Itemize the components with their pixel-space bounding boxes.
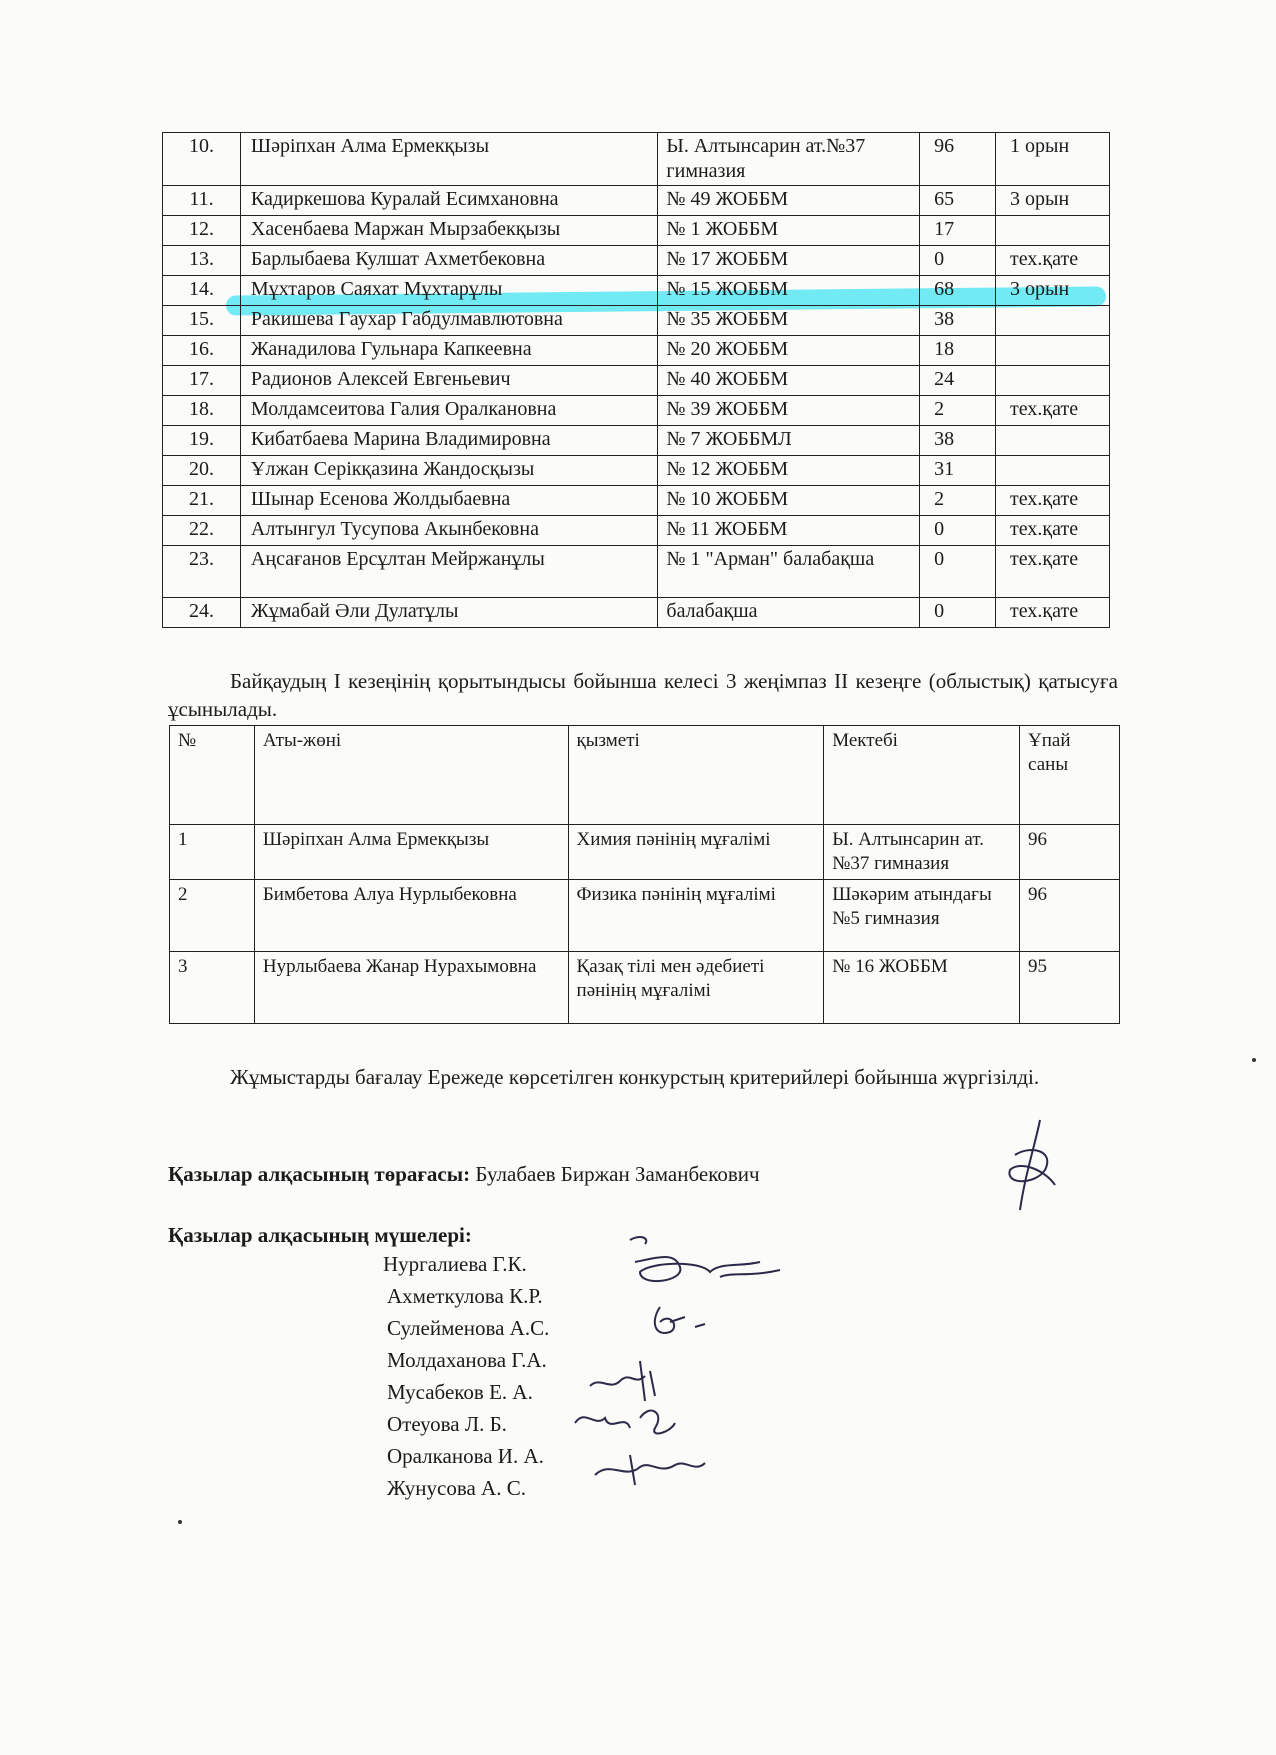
winner-name: Нурлыбаева Жанар Нурахымовна (254, 952, 568, 1024)
note: тех.қате (996, 396, 1110, 426)
school-name: балабақша (658, 598, 920, 628)
row-number: 23. (163, 546, 241, 598)
row-number: 24. (163, 598, 241, 628)
winner-position: Қазақ тілі мен әдебиеті пәнінің мұғалімі (568, 952, 824, 1024)
results-row (163, 133, 1110, 186)
results-row (163, 216, 1110, 246)
results-row (163, 336, 1110, 366)
row-number: 12. (163, 216, 241, 246)
participant-name: Жұмабай Әли Дулатұлы (240, 598, 657, 628)
header-score: Ұпай саны (1020, 726, 1120, 825)
row-number: 21. (163, 486, 241, 516)
score: 0 (920, 546, 996, 598)
note: тех.қате (996, 546, 1110, 598)
row-number: 22. (163, 516, 241, 546)
school-name: № 1 "Арман" балабақша (658, 546, 920, 598)
row-number: 14. (163, 276, 241, 306)
results-table-body (163, 133, 1110, 628)
score: 17 (920, 216, 996, 246)
participant-name: Жанадилова Гульнара Капкеевна (240, 336, 657, 366)
note (996, 426, 1110, 456)
score: 2 (920, 396, 996, 426)
results-row (163, 426, 1110, 456)
header-position: қызметі (568, 726, 824, 825)
results-row (163, 276, 1110, 306)
row-number: 15. (163, 306, 241, 336)
school-name: № 39 ЖОББМ (658, 396, 920, 426)
participant-name: Радионов Алексей Евгеньевич (240, 366, 657, 396)
note: 3 орын (996, 276, 1110, 306)
participant-name: Кадиркешова Куралай Есимхановна (240, 186, 657, 216)
note: тех.қате (996, 246, 1110, 276)
member-name: Оралканова И. А. (387, 1444, 544, 1468)
row-number: 17. (163, 366, 241, 396)
score: 18 (920, 336, 996, 366)
chair-name: Булабаев Биржан Заманбекович (475, 1162, 760, 1186)
winner-number: 3 (170, 952, 255, 1024)
member-signature-4 (570, 1398, 680, 1448)
score: 0 (920, 246, 996, 276)
winner-position: Химия пәнінің мұғалімі (568, 825, 824, 880)
score: 24 (920, 366, 996, 396)
school-name: № 1 ЖОББМ (658, 216, 920, 246)
score: 0 (920, 598, 996, 628)
winner-number: 1 (170, 825, 255, 880)
school-name: № 40 ЖОББМ (658, 366, 920, 396)
summary-paragraph: Байқаудың І кезеңінің қорытындысы бойынша келесі 3 жеңімпаз ІІ кезеңге (облыстық) қатысуға ұсынылады. (168, 669, 1118, 721)
winner-number: 2 (170, 880, 255, 952)
note: 3 орын (996, 186, 1110, 216)
member-name: Отеуова Л. Б. (387, 1412, 507, 1436)
member-name: Ахметкулова К.Р. (387, 1284, 543, 1308)
member-signature-1 (620, 1232, 790, 1292)
school-name: № 49 ЖОББМ (658, 186, 920, 216)
chair-label: Қазылар алқасының төрағасы: (168, 1162, 471, 1186)
row-number: 11. (163, 186, 241, 216)
winners-row (170, 880, 1120, 952)
score: 0 (920, 516, 996, 546)
winners-header-row (170, 726, 1120, 825)
member-name: Сулейменова А.С. (387, 1316, 550, 1340)
score: 68 (920, 276, 996, 306)
row-number: 18. (163, 396, 241, 426)
winner-score: 96 (1020, 880, 1120, 952)
school-name: № 10 ЖОББМ (658, 486, 920, 516)
member-name: Жунусова А. С. (387, 1476, 526, 1500)
chair-signature (985, 1115, 1075, 1215)
winner-score: 95 (1020, 952, 1120, 1024)
note (996, 456, 1110, 486)
results-row (163, 456, 1110, 486)
results-row (163, 516, 1110, 546)
results-row (163, 306, 1110, 336)
row-number: 19. (163, 426, 241, 456)
participant-name: Аңсағанов Ерсұлтан Мейржанұлы (240, 546, 657, 598)
participant-name: Шынар Есенова Жолдыбаевна (240, 486, 657, 516)
header-school: Мектебі (824, 726, 1020, 825)
school-name: № 12 ЖОББМ (658, 456, 920, 486)
winners-table-body (170, 825, 1120, 1024)
school-name: № 20 ЖОББМ (658, 336, 920, 366)
scan-speck (178, 1520, 182, 1524)
note (996, 216, 1110, 246)
participant-name: Ракишева Гаухар Габдулмавлютовна (240, 306, 657, 336)
scan-speck (1252, 1058, 1256, 1062)
winner-school: Ы. Алтынсарин ат.№37 гимназия (824, 825, 1020, 880)
participant-name: Мұхтаров Саяхат Мұхтарұлы (240, 276, 657, 306)
members-list (383, 1248, 549, 1504)
row-number: 16. (163, 336, 241, 366)
school-name: № 17 ЖОББМ (658, 246, 920, 276)
results-row (163, 546, 1110, 598)
note (996, 366, 1110, 396)
results-table (162, 132, 1110, 628)
note: тех.қате (996, 516, 1110, 546)
school-name: № 15 ЖОББМ (658, 276, 920, 306)
note (996, 336, 1110, 366)
winner-position: Физика пәнінің мұғалімі (568, 880, 824, 952)
results-row (163, 186, 1110, 216)
participant-name: Шәріпхан Алма Ермекқызы (240, 133, 657, 186)
member-name: Молдаханова Г.А. (387, 1348, 547, 1372)
winner-name: Шәріпхан Алма Ермекқызы (254, 825, 568, 880)
school-name: № 11 ЖОББМ (658, 516, 920, 546)
winners-row (170, 952, 1120, 1024)
results-row (163, 396, 1110, 426)
school-name: № 35 ЖОББМ (658, 306, 920, 336)
row-number: 13. (163, 246, 241, 276)
chair-line (168, 1160, 760, 1188)
winners-row (170, 825, 1120, 880)
score: 38 (920, 306, 996, 336)
row-number: 10. (163, 133, 241, 186)
criteria-paragraph: Жұмыстарды бағалау Ережеде көрсетілген конкурстың критерийлері бойынша жүргізілді. (230, 1065, 1040, 1089)
header-name: Аты-жөні (254, 726, 568, 825)
member-signature-2 (640, 1302, 710, 1342)
winners-table (169, 725, 1120, 1024)
participant-name: Барлыбаева Кулшат Ахметбековна (240, 246, 657, 276)
member-name: Мусабеков Е. А. (387, 1380, 533, 1404)
results-row (163, 366, 1110, 396)
winner-school: № 16 ЖОББМ (824, 952, 1020, 1024)
member-name: Нургалиева Г.К. (383, 1252, 527, 1276)
participant-name: Ұлжан Серікқазина Жандосқызы (240, 456, 657, 486)
header-num: № (170, 726, 255, 825)
note: тех.қате (996, 598, 1110, 628)
score: 38 (920, 426, 996, 456)
note: тех.қате (996, 486, 1110, 516)
score: 2 (920, 486, 996, 516)
note: 1 орын (996, 133, 1110, 186)
participant-name: Молдамсеитова Галия Оралкановна (240, 396, 657, 426)
participant-name: Алтынгул Тусупова Акынбековна (240, 516, 657, 546)
member-signature-5 (590, 1445, 710, 1490)
members-label: Қазылар алқасының мүшелері: (168, 1223, 472, 1247)
school-name: № 7 ЖОББМЛ (658, 426, 920, 456)
results-row (163, 598, 1110, 628)
winner-school: Шәкәрим атындағы №5 гимназия (824, 880, 1020, 952)
winner-name: Бимбетова Алуа Нурлыбековна (254, 880, 568, 952)
results-row (163, 246, 1110, 276)
participant-name: Хасенбаева Маржан Мырзабекқызы (240, 216, 657, 246)
participant-name: Кибатбаева Марина Владимировна (240, 426, 657, 456)
school-name: Ы. Алтынсарин ат.№37 гимназия (658, 133, 920, 186)
results-row (163, 486, 1110, 516)
score: 31 (920, 456, 996, 486)
winner-score: 96 (1020, 825, 1120, 880)
score: 96 (920, 133, 996, 186)
note (996, 306, 1110, 336)
score: 65 (920, 186, 996, 216)
row-number: 20. (163, 456, 241, 486)
